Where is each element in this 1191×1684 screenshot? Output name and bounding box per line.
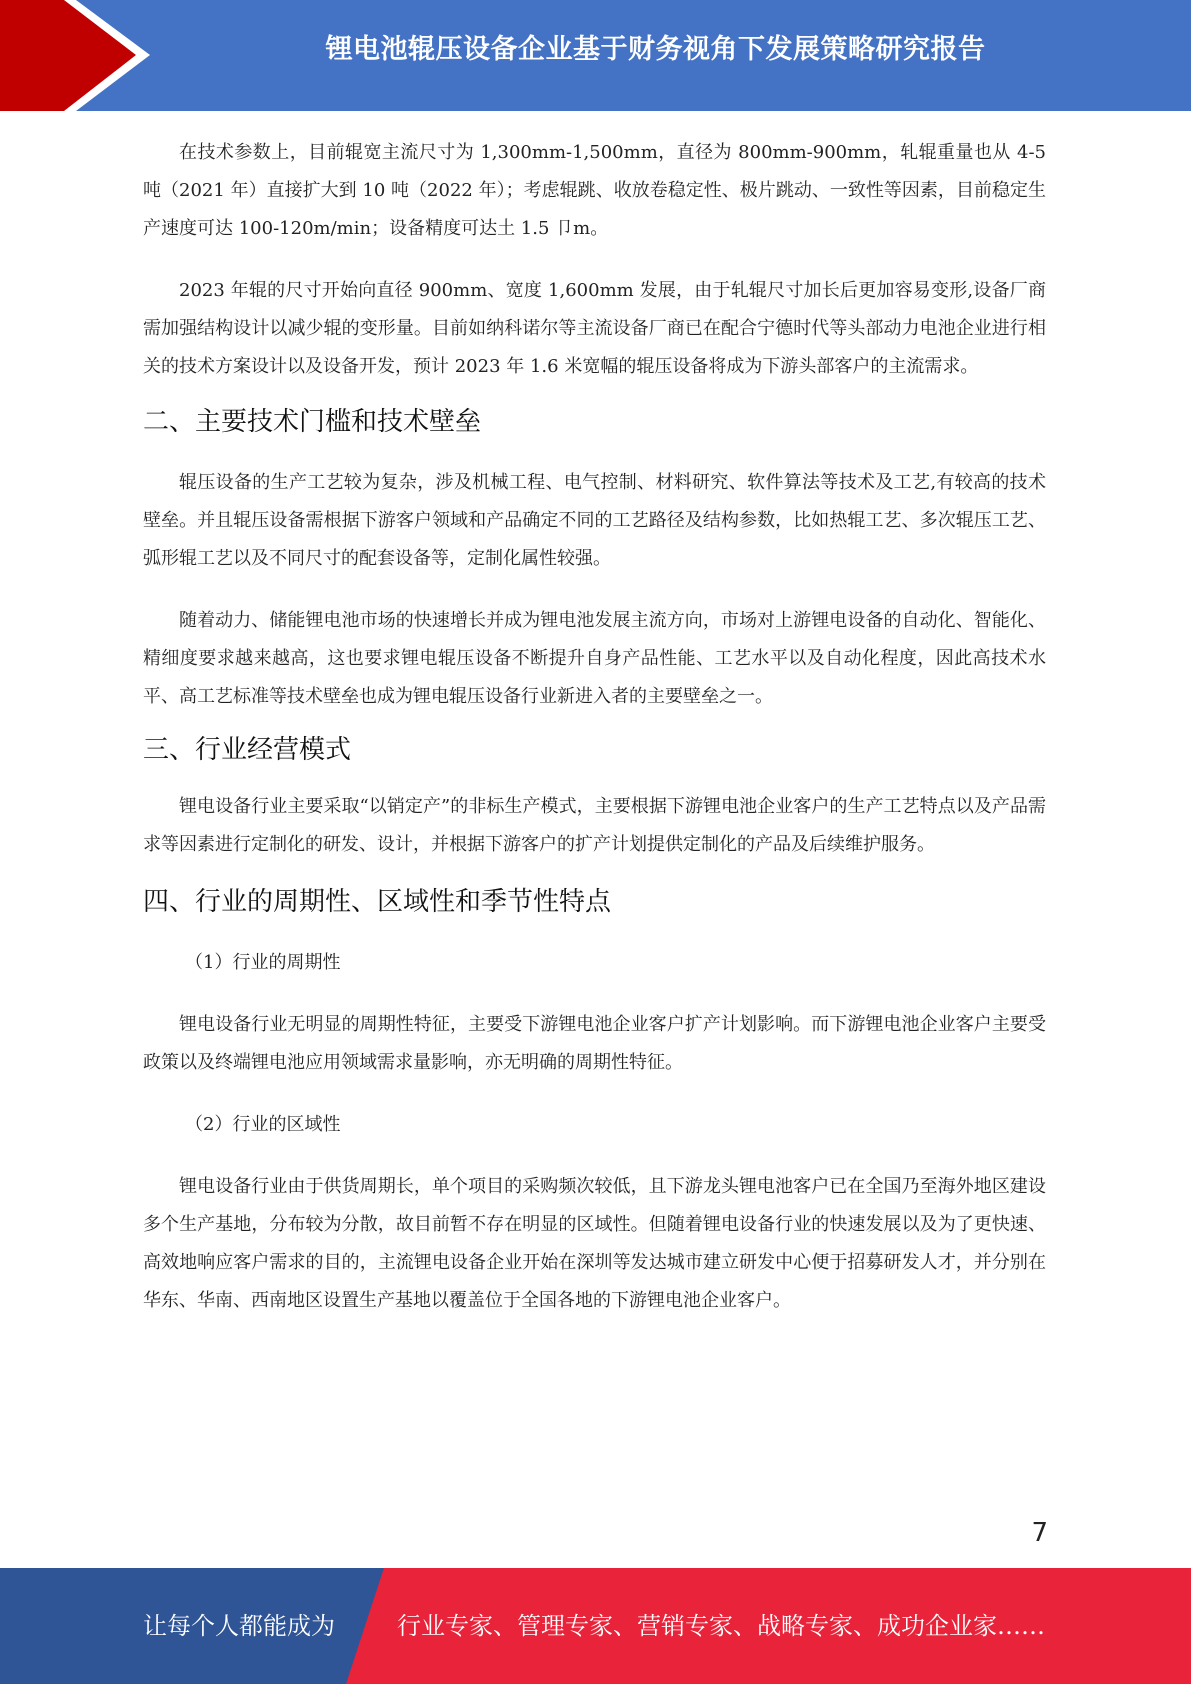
paragraph-cyclicality: 锂电设备行业无明显的周期性特征，主要受下游锂电池企业客户扩产计划影响。而下游锂电池企业客户主要受政策以及终端锂电池应用领域需求量影响，亦无明确的周期性特征。 (143, 1014, 1046, 1073)
paragraph-business-model: 锂电设备行业主要采取“以销定产”的非标生产模式，主要根据下游锂电池企业客户的生产工艺特点以及产品需求等因素进行定制化的研发、设计，并根据下游客户的扩产计划提供定制化的产品及后续维护服务。 (143, 796, 1046, 855)
subheading-cyclicality: （1）行业的周期性 (185, 952, 341, 973)
page-content (143, 134, 1046, 1320)
section-heading-tech-barriers: 二、主要技术门槛和技术壁垒 (143, 407, 482, 437)
subheading-regionality: （2）行业的区域性 (185, 1114, 341, 1135)
paragraph-process-complexity: 辊压设备的生产工艺较为复杂，涉及机械工程、电气控制、材料研究、软件算法等技术及工艺,有较高的技术壁垒。并且辊压设备需根据下游客户领域和产品确定不同的工艺路径及结构参数，比如热辊工艺、多次辊压工艺、弧形辊工艺以及不同尺寸的配套设备等，定制化属性较强。 (143, 472, 1046, 569)
paragraph-regionality: 锂电设备行业由于供货周期长，单个项目的采购频次较低，且下游龙头锂电池客户已在全国乃至海外地区建设多个生产基地，分布较为分散，故目前暂不存在明显的区域性。但随着锂电设备行业的快速发展以及为了更快速、高效地响应客户需求的目的，主流锂电设备企业开始在深圳等发达城市建立研发中心便于招募研发人才，并分别在华东、华南、西南地区设置生产基地以覆盖位于全国各地的下游锂电池企业客户。 (143, 1176, 1046, 1311)
page-header (0, 0, 1191, 111)
page-number: 7 (1031, 1518, 1048, 1548)
section-heading-characteristics: 四、行业的周期性、区域性和季节性特点 (143, 887, 612, 917)
footer-slogan-left: 让每个人都能成为 (143, 1612, 335, 1640)
paragraph-roller-size-2023: 2023 年辊的尺寸开始向直径 900mm、宽度 1,600mm 发展，由于轧辊尺寸加长后更加容易变形,设备厂商需加强结构设计以减少辊的变形量。目前如纳科诺尔等主流设备厂商已在配合宁德时代等头部动力电池企业进行相关的技术方案设计以及设备开发，预计 2023 年 1.6 米宽幅的辊压设备将成为下游头部客户的主流需求。 (143, 280, 1046, 377)
paragraph-tech-params: 在技术参数上，目前辊宽主流尺寸为 1,300mm-1,500mm，直径为 800mm-900mm，轧辊重量也从 4-5 吨（2021 年）直接扩大到 10 吨（2022 年）；考虑辊跳、收放卷稳定性、极片跳动、一致性等因素，目前稳定生产速度可达 100-120m/min；设备精度可达土 1.5 卩m。 (143, 142, 1046, 239)
paragraph-market-growth: 随着动力、储能锂电池市场的快速增长并成为锂电池发展主流方向，市场对上游锂电设备的自动化、智能化、精细度要求越来越高，这也要求锂电辊压设备不断提升自身产品性能、工艺水平以及自动化程度，因此高技术水平、高工艺标准等技术壁垒也成为锂电辊压设备行业新进入者的主要壁垒之一。 (143, 610, 1046, 707)
footer-slogan-right: 行业专家、管理专家、营销专家、战略专家、成功企业家…… (397, 1612, 1045, 1640)
section-heading-business-model: 三、行业经营模式 (143, 735, 352, 765)
report-title: 锂电池辊压设备企业基于财务视角下发展策略研究报告 (325, 34, 986, 65)
page-footer (0, 1568, 1191, 1684)
